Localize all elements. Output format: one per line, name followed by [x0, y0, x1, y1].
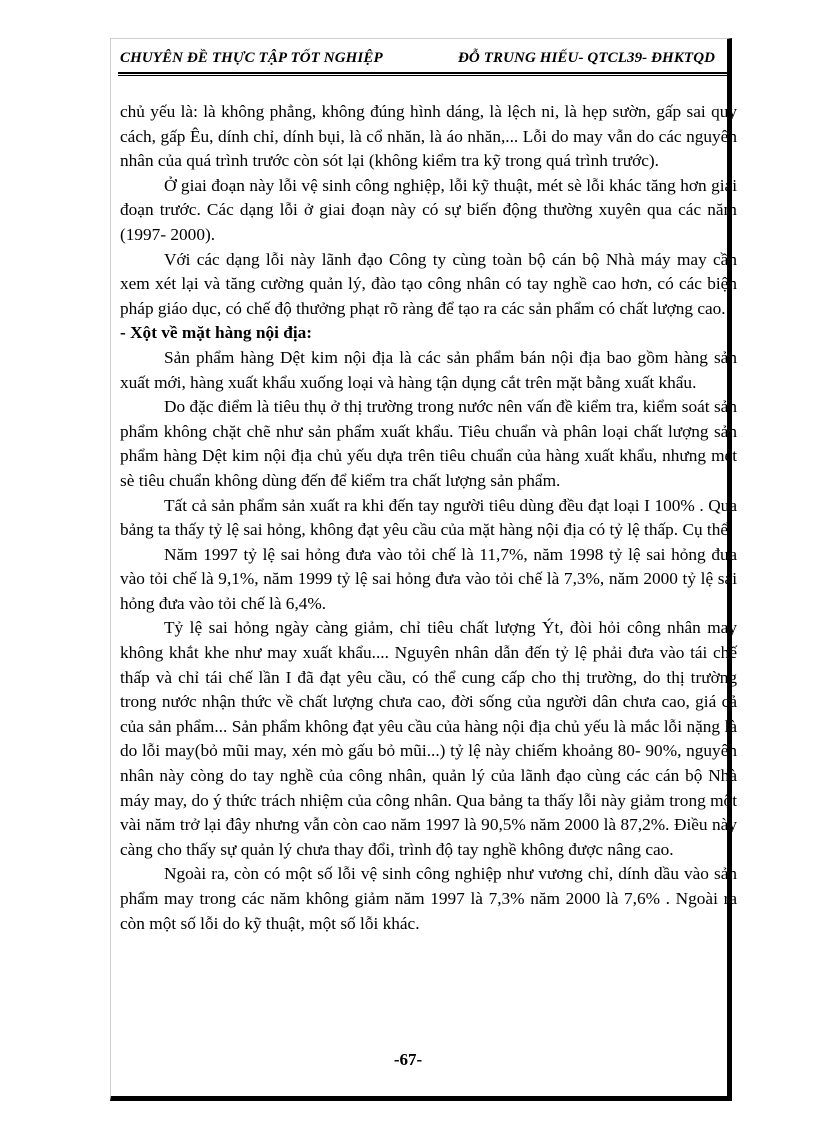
paragraph: Năm 1997 tỷ lệ sai hỏng đưa vào tỏi chế là 11,7%, năm 1998 tỷ lệ sai hỏng đưa vào tỏi chế là 9,1%, năm 1999 tỷ lệ sai hỏng đưa vào tỏi chế là 7,3%, năm 2000 tỷ lệ sai hỏng đưa vào tỏi chế là 6,4%.	[120, 544, 737, 613]
header-title: CHUYÊN ĐỀ THỰC TẬP TỐT NGHIỆP	[120, 50, 383, 66]
section-heading: - Xột về mặt hàng nội địa:	[120, 323, 313, 343]
paragraph: chủ yếu là: là không phẳng, không đúng hình dáng, là lệch ni, là hẹp sườn, gấp sai quy cách, gấp Êu, dính chỉ, dính bụi, là cổ nhăn, là áo nhăn,... Lỗi do may vẫn do các nguyên nhân của quá trình trước còn sót lại (không kiểm tra kỹ trong quá trình trước).	[120, 102, 737, 171]
header-rule-thin	[118, 75, 729, 76]
document-body	[120, 100, 737, 936]
paragraph: Do đặc điểm là tiêu thụ ở thị trường trong nước nên vấn đề kiểm tra, kiểm soát sản phẩm không chặt chẽ như sản phẩm xuất khẩu. Tiêu chuẩn và phân loại chất lượng sản phẩm hàng Dệt kim nội địa chủ yếu dựa trên tiêu chuẩn của hàng xuất khẩu, nhưng mét sè tiêu chuẩn không dùng đến để kiểm tra chất lượng sản phẩm.	[120, 397, 737, 490]
paragraph: Ở giai đoạn này lỗi vệ sinh công nghiệp, lỗi kỹ thuật, mét sè lỗi khác tăng hơn giai đoạn trước. Các dạng lỗi ở giai đoạn này có sự biến động thường xuyên qua các năm (1997- 2000).	[120, 175, 737, 244]
paragraph: Với các dạng lỗi này lãnh đạo Công ty cùng toàn bộ cán bộ Nhà máy may cần xem xét lại và tăng cường quản lý, đào tạo công nhân có tay nghề cao hơn, có các biện pháp giáo dục, có chế độ thưởng phạt rõ ràng để tạo ra các sản phẩm có chất lượng cao.	[120, 249, 737, 318]
paragraph: Tất cả sản phẩm sản xuất ra khi đến tay người tiêu dùng đều đạt loại I 100% . Qua bảng ta thấy tỷ lệ sai hỏng, không đạt yêu cầu của mặt hàng nội địa có tỷ lệ thấp. Cụ thể:	[120, 495, 737, 540]
header-author: ĐỖ TRUNG HIẾU- QTCL39- ĐHKTQD	[458, 50, 716, 66]
paragraph: Ngoài ra, còn có một số lỗi vệ sinh công nghiệp như vương chỉ, dính dầu vào sản phẩm may trong các năm không giảm năm 1997 là 7,3% năm 2000 là 7,6% . Ngoài ra còn một số lỗi do kỹ thuật, một số lỗi khác.	[120, 864, 737, 933]
paragraph: Sản phẩm hàng Dệt kim nội địa là các sản phẩm bán nội địa bao gồm hàng sản xuất mới, hàng xuất khẩu xuống loại và hàng tận dụng cắt trên mặt bằng xuất khẩu.	[120, 347, 737, 392]
header-rule	[118, 72, 729, 74]
paragraph: Tỷ lệ sai hỏng ngày càng giảm, chỉ tiêu chất lượng Ýt, đòi hỏi công nhân may không khắt khe như may xuất khẩu.... Nguyên nhân dẫn đến tỷ lệ phải đưa vào tái chế thấp và chỉ tái chế lần I đã đạt yêu cầu, có thể cung cấp cho thị trường, do thị trường trong nước nhận thức về chất lượng chưa cao, đời sống của người dân chưa cao, giá cả của sản phẩm... Sản phẩm không đạt yêu cầu của hàng nội địa chủ yếu là mắc lỗi nặng là do lỗi may(bỏ mũi may, xén mò gấu bỏ mũi...) tỷ lệ này chiếm khoảng 80- 90%, nguyên nhân này còng do tay nghề của công nhân, quản lý của lãnh đạo cùng các cán bộ Nhà máy may, do ý thức trách nhiệm của công nhân. Qua bảng ta thấy lỗi này giảm trong một vài năm trở lại đây nhưng vẫn còn cao năm 1997 là 90,5% năm 2000 là 87,2%. Điều này càng cho thấy sự quản lý chưa thay đổi, trình độ tay nghề không được nâng cao.	[120, 618, 737, 859]
page-number: -67-	[393, 1050, 423, 1069]
